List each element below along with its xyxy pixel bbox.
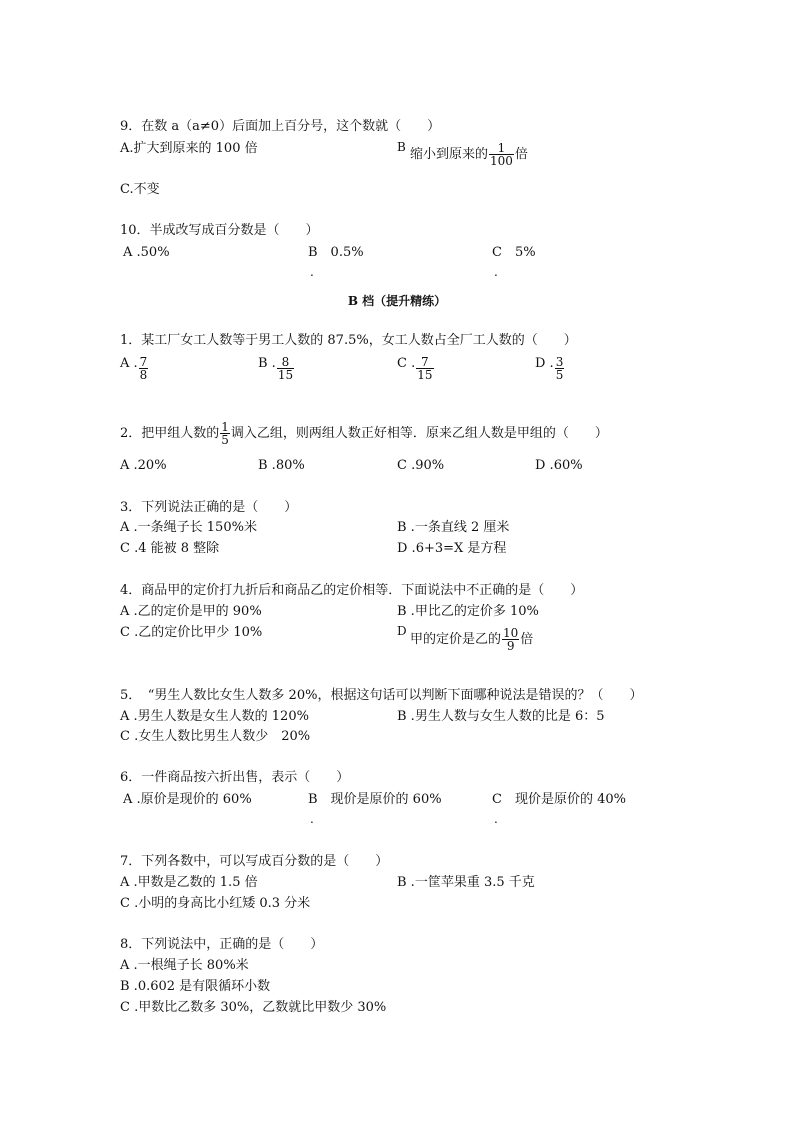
b5-stem: 5． “男生人数比女生人数多 20%，根据这句话可以判断下面哪种说法是错误的？（ ）: [120, 688, 643, 703]
b6-option-c[interactable]: C 现价是原价的 40%: [492, 792, 626, 807]
fraction-numerator: 1: [221, 420, 229, 434]
b6-option-b[interactable]: B 现价是原价的 60%: [308, 792, 442, 807]
q9-option-b-letter: B: [397, 140, 406, 154]
q10-option-c-dot: .: [494, 265, 498, 279]
b4-option-d[interactable]: [410, 627, 533, 652]
option-label: D .: [535, 356, 554, 371]
fraction-denominator: 100: [490, 154, 513, 168]
b3-option-b[interactable]: B .一条直线 2 厘米: [397, 520, 510, 535]
b2-stem: [120, 421, 608, 446]
b1-option-d[interactable]: [535, 356, 565, 381]
b2-option-d[interactable]: D .60%: [535, 458, 583, 473]
b1-option-b-fraction: [277, 356, 294, 381]
option-label: A .: [120, 356, 138, 371]
q9-stem: 9．在数 a（a≠0）后面加上百分号，这个数就（ ）: [120, 119, 441, 134]
q10-option-b-dot: .: [310, 265, 314, 279]
fraction-numerator: 7: [139, 355, 148, 369]
b1-stem: 1．某工厂女工人数等于男工人数的 87.5%，女工人数占全厂工人数的（ ）: [120, 333, 577, 348]
fraction-numerator: 10: [503, 626, 519, 640]
q9-option-c[interactable]: C.不变: [120, 182, 160, 197]
q10-option-b[interactable]: B 0.5%: [308, 245, 364, 260]
fraction-numerator: 1: [489, 142, 514, 155]
fraction-numerator: 8: [277, 356, 294, 369]
fraction-denominator: 5: [221, 433, 229, 447]
b7-option-b[interactable]: B .一筐苹果重 3.5 千克: [397, 875, 535, 890]
b6-option-b-dot: .: [310, 812, 314, 826]
b1-option-a-fraction: [139, 356, 149, 381]
fraction-numerator: 3: [555, 355, 564, 369]
fraction-denominator: 8: [139, 368, 148, 382]
b1-option-d-fraction: [555, 356, 565, 381]
b6-option-a[interactable]: A .原价是现价的 60%: [123, 792, 252, 807]
b8-option-c[interactable]: C .甲数比乙数多 30%，乙数就比甲数少 30%: [120, 1000, 387, 1015]
q9-option-b-text: 缩小到原来的: [410, 147, 489, 162]
q9-option-a[interactable]: A.扩大到原来的 100 倍: [120, 141, 258, 156]
q10-stem: 10．半成改写成百分数是（ ）: [120, 223, 319, 238]
b8-option-b[interactable]: B .0.602 是有限循环小数: [120, 979, 271, 994]
fraction-denominator: 15: [277, 368, 294, 382]
b6-option-c-dot: .: [494, 812, 498, 826]
b2-stem-pre: 2．把甲组人数的: [120, 426, 220, 441]
b2-option-c[interactable]: C .90%: [397, 458, 445, 473]
b4-option-b[interactable]: B .甲比乙的定价多 10%: [397, 604, 539, 619]
b4-option-c[interactable]: C .乙的定价比甲少 10%: [120, 625, 263, 640]
b1-option-a[interactable]: [120, 356, 149, 381]
b4-option-a[interactable]: A .乙的定价是甲的 90%: [120, 604, 262, 619]
b4-option-d-letter: D: [397, 624, 407, 638]
b8-option-a[interactable]: A .一根绳子长 80%米: [120, 958, 249, 973]
option-label: B .: [258, 356, 276, 371]
b5-option-c[interactable]: C .女生人数比男生人数少 20%: [120, 729, 311, 744]
b3-stem: 3．下列说法正确的是（ ）: [120, 500, 298, 515]
b3-option-d[interactable]: D .6+3=X 是方程: [397, 541, 507, 556]
fraction-denominator: 15: [417, 368, 433, 382]
q9-option-b-suffix: 倍: [514, 147, 528, 162]
b7-option-a[interactable]: A .甲数是乙数的 1.5 倍: [120, 875, 258, 890]
b4-option-d-suffix: 倍: [520, 632, 534, 647]
b8-stem: 8．下列说法中，正确的是（ ）: [120, 937, 324, 952]
q9-option-b-fraction: [489, 142, 514, 167]
b3-option-c[interactable]: C .4 能被 8 整除: [120, 541, 220, 556]
section-b-heading: B 档（提升精练）: [347, 294, 447, 308]
b7-option-c[interactable]: C .小明的身高比小红矮 0.3 分米: [120, 896, 311, 911]
b1-option-c[interactable]: [397, 356, 435, 381]
fraction-denominator: 9: [506, 639, 515, 653]
b2-option-b[interactable]: B .80%: [258, 458, 305, 473]
b4-option-d-text: 甲的定价是乙的: [410, 632, 502, 647]
b2-stem-fraction: [220, 421, 230, 446]
b7-stem: 7．下列各数中，可以写成百分数的是（ ）: [120, 854, 389, 869]
b2-stem-post: 调入乙组，则两组人数正好相等．原来乙组人数是甲组的（ ）: [230, 426, 608, 441]
q9-option-b[interactable]: [410, 142, 528, 167]
option-label: C .: [397, 356, 416, 371]
q10-option-c[interactable]: C 5%: [492, 245, 536, 260]
b4-stem: 4．商品甲的定价打九折后和商品乙的定价相等．下面说法中不正确的是（ ）: [120, 583, 584, 598]
b1-option-b[interactable]: [258, 356, 295, 381]
fraction-denominator: 5: [555, 368, 564, 382]
b2-option-a[interactable]: A .20%: [120, 458, 167, 473]
b5-option-b[interactable]: B .男生人数与女生人数的比是 6：5: [397, 709, 605, 724]
fraction-numerator: 7: [416, 356, 433, 369]
b6-stem: 6．一件商品按六折出售，表示（ ）: [120, 770, 350, 785]
b1-option-c-fraction: [416, 356, 433, 381]
b3-option-a[interactable]: A .一条绳子长 150%米: [120, 520, 257, 535]
q10-option-a[interactable]: A .50%: [123, 245, 170, 260]
b4-option-d-fraction: [502, 627, 519, 652]
b5-option-a[interactable]: A .男生人数是女生人数的 120%: [120, 709, 309, 724]
